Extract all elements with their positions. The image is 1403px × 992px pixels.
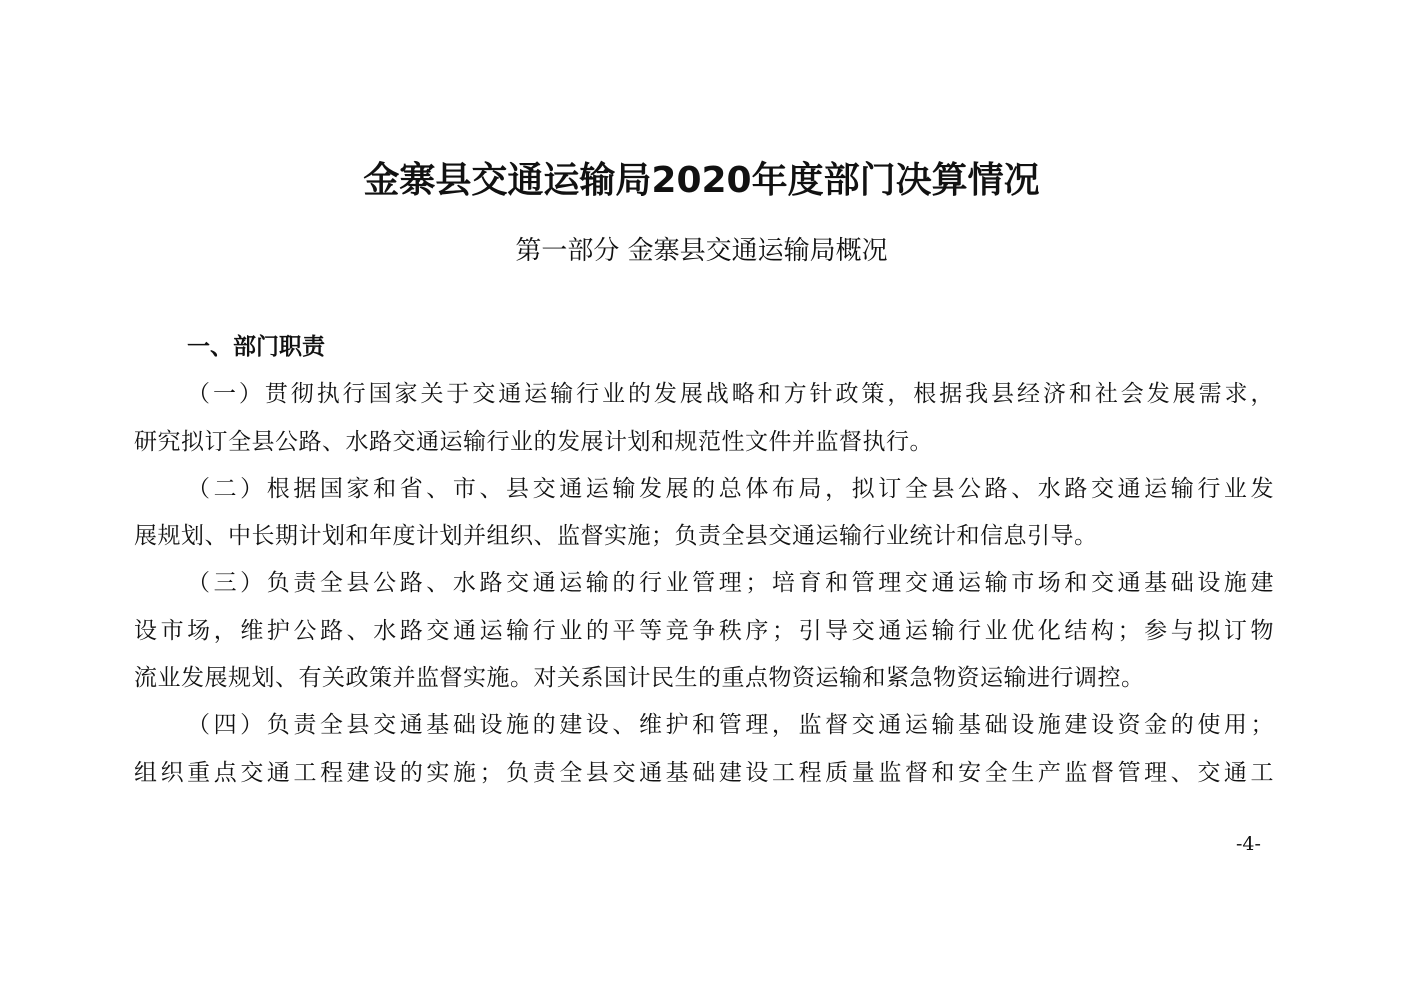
paragraph-3-line-3: 流业发展规划、有关政策并监督实施。对关系国计民生的重点物资运输和紧急物资运输进行调控。 — [134, 665, 1145, 691]
page-number: -4- — [1236, 833, 1261, 855]
paragraph-3-line-2: 设市场，维护公路、水路交通运输行业的平等竞争秩序；引导交通运输行业优化结构；参与拟订物 — [134, 618, 1274, 644]
document-title: 金寨县交通运输局2020年度部门决算情况 — [363, 160, 1040, 201]
paragraph-2-line-2: 展规划、中长期计划和年度计划并组织、监督实施；负责全县交通运输行业统计和信息引导。 — [134, 523, 1098, 549]
document-subtitle: 第一部分 金寨县交通运输局概况 — [515, 236, 888, 266]
paragraph-4-line-2: 组织重点交通工程建设的实施；负责全县交通基础建设工程质量监督和安全生产监督管理、交通工 — [134, 760, 1274, 786]
paragraph-2-line-1: （二）根据国家和省、市、县交通运输发展的总体布局，拟订全县公路、水路交通运输行业发 — [187, 476, 1274, 502]
paragraph-3-line-1: （三）负责全县公路、水路交通运输的行业管理；培育和管理交通运输市场和交通基础设施建 — [187, 570, 1274, 596]
paragraph-1-line-2: 研究拟订全县公路、水路交通运输行业的发展计划和规范性文件并监督执行。 — [134, 429, 933, 455]
paragraph-4-line-1: （四）负责全县交通基础设施的建设、维护和管理，监督交通运输基础设施建设资金的使用； — [187, 712, 1274, 738]
section-heading: 一、部门职责 — [187, 334, 325, 360]
paragraph-1-line-1: （一）贯彻执行国家关于交通运输行业的发展战略和方针政策，根据我县经济和社会发展需求， — [187, 381, 1274, 407]
